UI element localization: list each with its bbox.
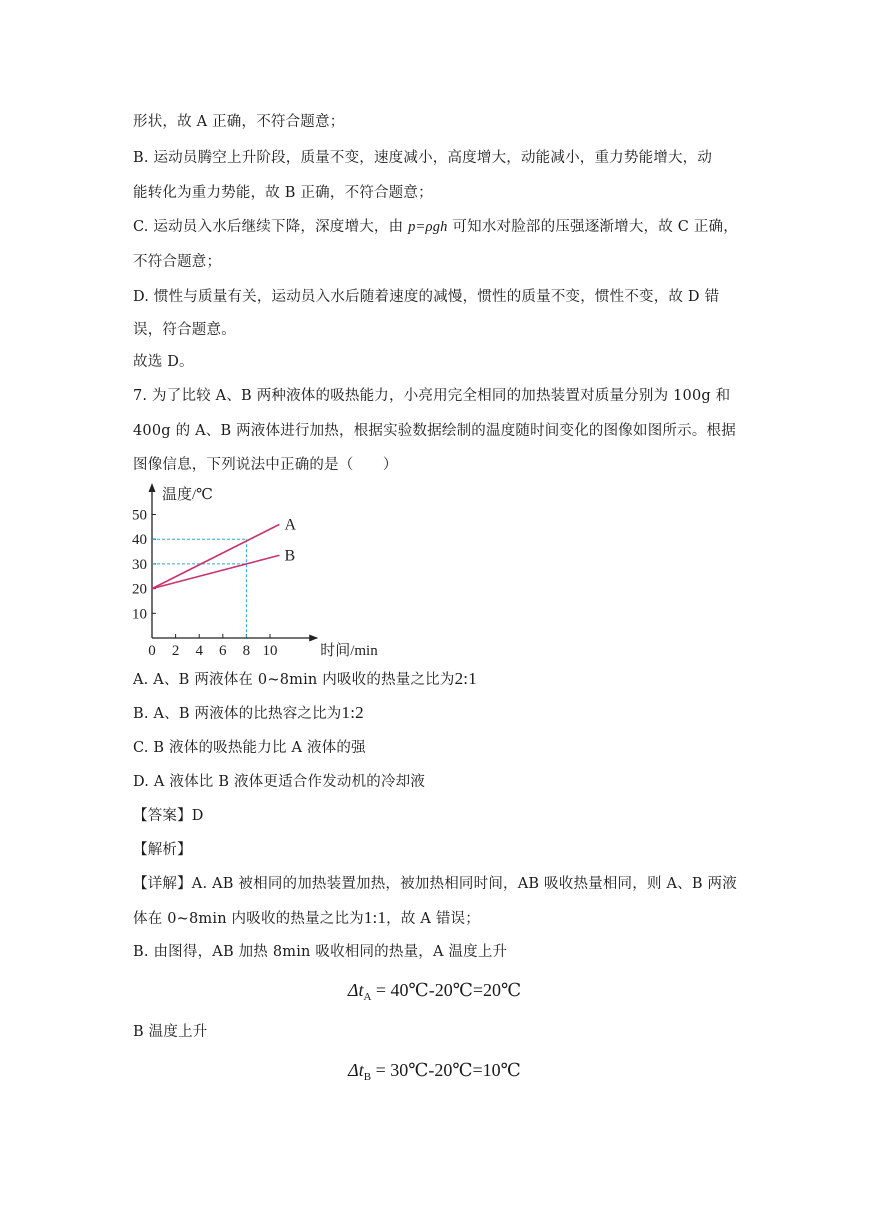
- equation-a-delta: Δt: [347, 980, 364, 1000]
- line-5: 不符合题意；: [133, 254, 222, 270]
- question-7-line-1: 7. 为了比较 A、B 两种液体的吸热能力，小亮用完全相同的加热装置对质量分别为 100g 和: [133, 388, 731, 404]
- analysis-label: 【解析】: [133, 842, 192, 858]
- line-4: [133, 217, 738, 237]
- line-1: 形状，故 A 正确，不符合题意；: [133, 114, 345, 130]
- detail-line-3: B. 由图得，AB 加热 8min 吸收相同的热量，A 温度上升: [133, 944, 508, 960]
- question-7-line-3: 图像信息，下列说法中正确的是（ ）: [133, 457, 398, 473]
- detail-ratio: 1:1: [363, 908, 387, 927]
- line-4-part-b: 可知水对脸部的压强逐渐增大，故 C 正确，: [447, 219, 738, 235]
- series-label-B: B: [284, 547, 296, 565]
- x-tick-label-10: 10: [262, 643, 278, 659]
- series-line-B: [152, 555, 279, 588]
- line-3: 能转化为重力势能，故 B 正确，不符合题意；: [133, 185, 433, 201]
- x-tick-label-0: 0: [148, 643, 156, 659]
- equation-b-rhs: = 30℃-20℃=10℃: [371, 1060, 521, 1080]
- y-tick-label-10: 10: [132, 606, 147, 623]
- answer-label: 【答案】D: [133, 808, 204, 824]
- pressure-formula: p=ρgh: [408, 219, 448, 235]
- equation-delta-t-b: [0, 1060, 869, 1083]
- option-a: [133, 669, 477, 690]
- x-tick-label-2: 2: [171, 643, 180, 659]
- option-d: D. A 液体比 B 液体更适合作发动机的冷却液: [133, 774, 426, 790]
- line-8: 故选 D。: [133, 354, 194, 370]
- detail-line-2-part-a: 体在 0~8min 内吸收的热量之比为: [133, 911, 364, 927]
- x-axis-label: 时间/min: [320, 643, 378, 659]
- question-7-line-2: 400g 的 A、B 两液体进行加热，根据实验数据绘制的温度随时间变化的图像如图所示。根据: [133, 423, 736, 439]
- x-tick-label-4: 4: [195, 643, 203, 659]
- x-axis-arrow: [309, 635, 318, 642]
- line-6: D. 惯性与质量有关，运动员入水后随着速度的减慢，惯性的质量不变，惯性不变，故 D 错: [133, 289, 720, 305]
- series-label-A: A: [284, 516, 297, 534]
- option-b-ratio: 1:2: [341, 703, 364, 722]
- detail-line-2: [133, 908, 480, 929]
- y-axis-label: 温度/℃: [162, 487, 213, 503]
- y-tick-label-30: 30: [132, 556, 147, 573]
- equation-b-subscript: B: [363, 1071, 372, 1083]
- line-2: B. 运动员腾空上升阶段，质量不变，速度减小，高度增大，动能减小，重力势能增大，动: [133, 150, 713, 166]
- equation-a-subscript: A: [363, 991, 372, 1003]
- option-c: C. B 液体的吸热能力比 A 液体的强: [133, 740, 366, 756]
- y-tick-label-50: 50: [132, 507, 147, 524]
- series-line-A: [152, 524, 279, 588]
- detail-line-1: 【详解】A. AB 被相同的加热装置加热，被加热相同时间，AB 吸收热量相同，则 A、B 两液: [133, 876, 737, 892]
- option-b-text: B. A、B 两液体的比热容之比为: [133, 706, 342, 722]
- y-axis-arrow: [149, 483, 156, 492]
- line-4-part-a: C. 运动员入水后继续下降，深度增大，由: [133, 219, 409, 235]
- y-tick-label-40: 40: [132, 532, 147, 549]
- equation-b-delta: Δt: [348, 1060, 364, 1080]
- detail-line-4: B 温度上升: [133, 1024, 208, 1040]
- x-tick-label-8: 8: [242, 643, 251, 659]
- x-tick-label-6: 6: [219, 643, 227, 659]
- y-tick-label-20: 20: [132, 581, 147, 598]
- equation-a-rhs: = 40℃-20℃=20℃: [371, 980, 522, 1000]
- option-b: [133, 703, 364, 724]
- line-7: 误，符合题意。: [133, 322, 236, 338]
- temperature-time-chart: [128, 480, 378, 660]
- option-a-text: A. A、B 两液体在 0~8min 内吸收的热量之比为: [133, 672, 455, 688]
- option-a-ratio: 2:1: [454, 669, 477, 688]
- detail-line-2-part-b: ，故 A 错误；: [386, 911, 480, 927]
- equation-delta-t-a: [0, 980, 869, 1003]
